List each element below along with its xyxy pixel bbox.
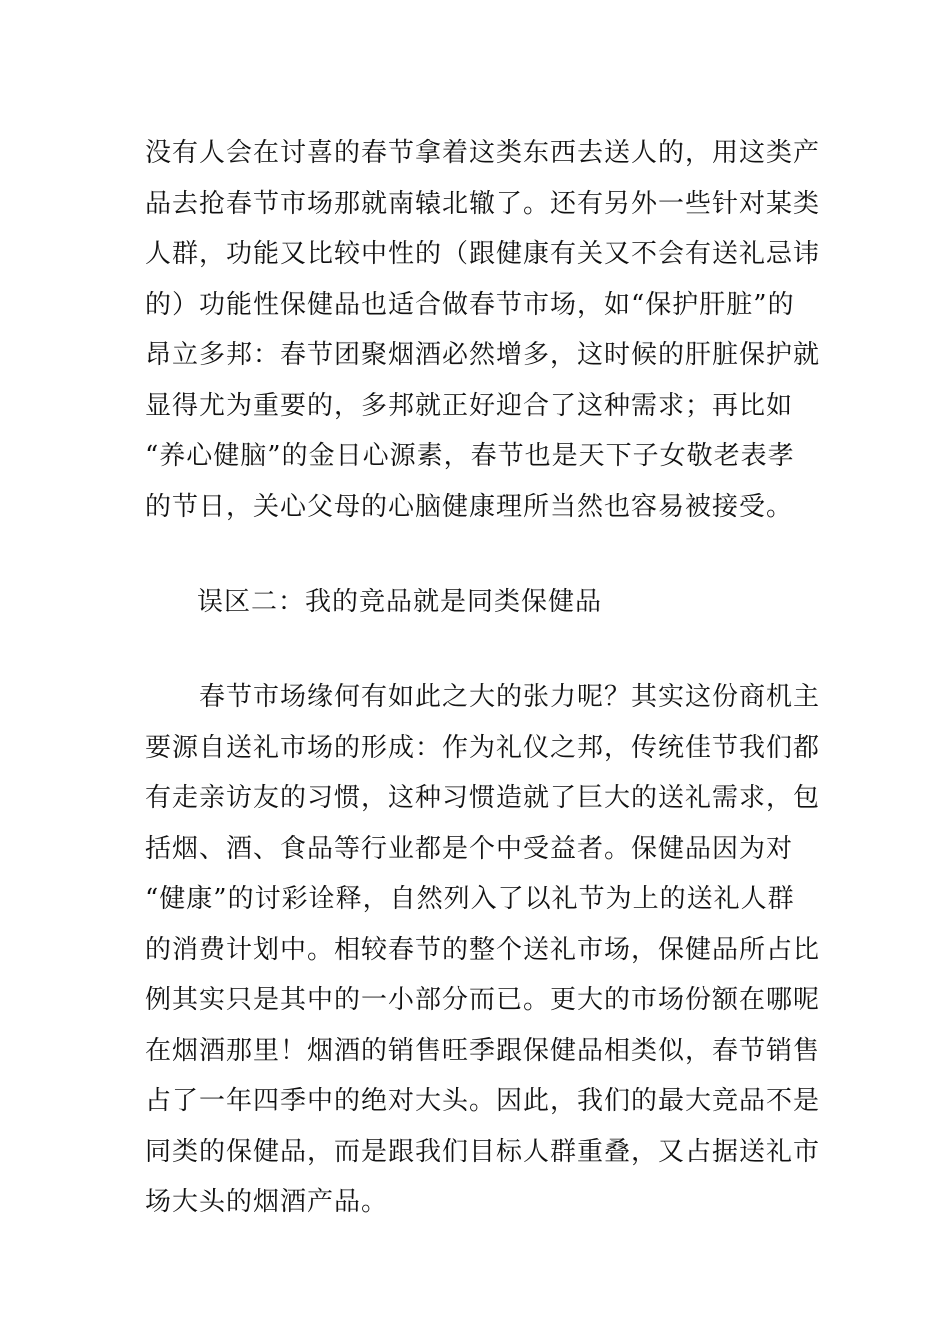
paragraph-line: 的节日，关心父母的心脑健康理所当然也容易被接受。 [145,491,794,522]
paragraph-line: “健康”的讨彩诠释，自然列入了以礼节为上的送礼人群 [145,884,795,914]
paragraph-line: 没有人会在讨喜的春节拿着这类东西去送人的，用这类产 [145,138,821,168]
paragraph-line: 同类的保健品，而是跟我们目标人群重叠，又占据送礼市 [145,1136,821,1167]
body-paragraph-2 [145,672,821,1228]
paragraph-line: 要源自送礼市场的形成：作为礼仪之邦，传统佳节我们都 [145,732,821,763]
paragraph-line: 括烟、酒、食品等行业都是个中受益者。保健品因为对 [145,833,794,864]
section-heading-text: 误区二：我的竞品就是同类保健品 [197,587,603,617]
paragraph-line: 显得尤为重要的，多邦就正好迎合了这种需求；再比如 [145,390,794,421]
paragraph-line: 场大头的烟酒产品。 [145,1187,389,1217]
paragraph-line: 占了一年四季中的绝对大头。因此，我们的最大竞品不是 [145,1086,821,1116]
paragraph-line: 例其实只是其中的一小部分而已。更大的市场份额在哪呢 [145,985,821,1015]
paragraph-line: 品去抢春节市场那就南辕北辙了。还有另外一些针对某类 [145,188,821,219]
section-heading [197,577,797,628]
paragraph-line: 春节市场缘何有如此之大的张力呢？其实这份商机主 [145,682,821,712]
paragraph-line: “养心健脑”的金日心源素，春节也是天下子女敬老表孝 [145,441,795,471]
paragraph-line: 的消费计划中。相较春节的整个送礼市场，保健品所占比 [145,934,821,965]
body-paragraph-1 [145,128,821,532]
paragraph-line: 在烟酒那里！烟酒的销售旺季跟保健品相类似，春节销售 [145,1035,821,1066]
paragraph-line: 的）功能性保健品也适合做春节市场，如“保护肝脏”的 [145,289,795,320]
paragraph-line: 有走亲访友的习惯，这种习惯造就了巨大的送礼需求，包 [145,783,821,813]
paragraph-line: 昂立多邦：春节团聚烟酒必然增多，这时候的肝脏保护就 [145,340,821,370]
paragraph-line: 人群，功能又比较中性的（跟健康有关又不会有送礼忌讳 [145,239,821,269]
